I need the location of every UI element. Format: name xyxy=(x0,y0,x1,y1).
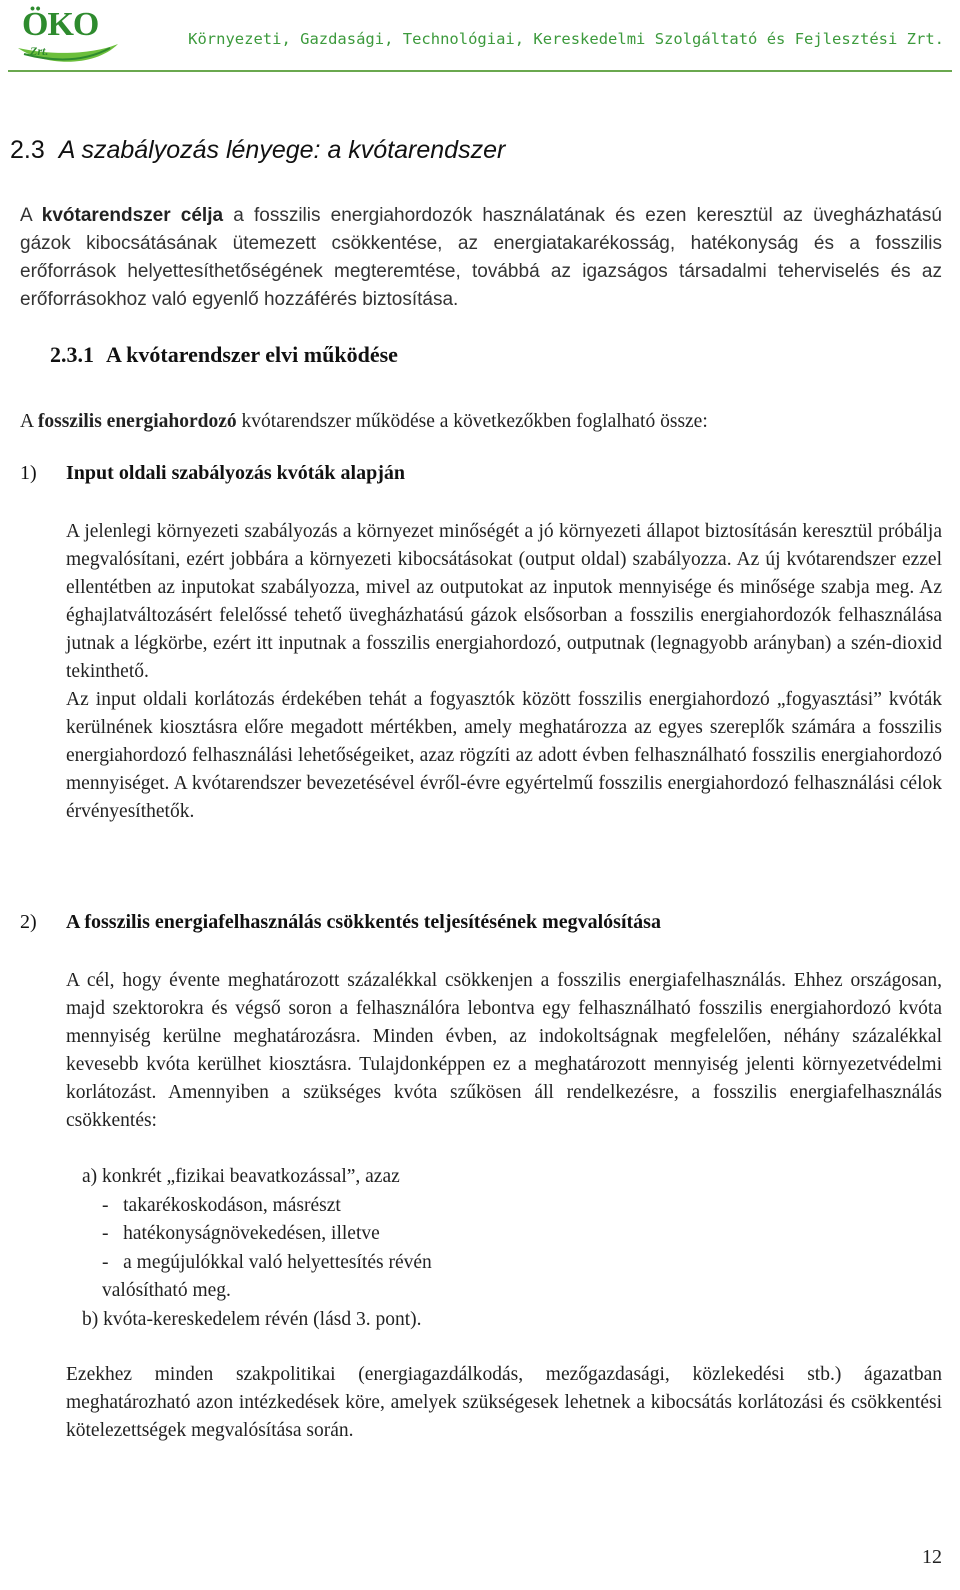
page-header xyxy=(0,0,960,74)
list-item-realized: valósítható meg. xyxy=(102,1280,231,1301)
header-divider xyxy=(8,70,952,72)
item-1-paragraph-1: A jelenlegi környezeti szabályozás a környezet minőségét a jó környezeti állapot biztosításán keresztül próbálja megvalósítani, ezért jobbára a környezeti kibocsátásokat (output oldal) szabályozza. Az új kvótarendszer ezzel ellentétben az inputokat szabályozza, mivel az outputokat az inputok mennyisége és minősége szabja meg. Az éghajlatváltozásért felelőssé tehető üvegházhatású gázok elsősorban a fosszilis energiahordozók felhasználása jutnak a légkörbe, ezért itt inputnak a fosszilis energiahordozó, outputnak (legnagyobb arányban) a szén-dioxid tekinthető. xyxy=(66,521,942,682)
item-2-list xyxy=(82,1163,942,1334)
section-heading xyxy=(10,136,505,165)
item-2-paragraph-2: Ezekhez minden szakpolitikai (energiagazdálkodás, mezőgazdasági, közlekedési stb.) ágazatban meghatározható azon intézkedések köre, amelyek szükségesek lehetnek a kibocsátás korlátozási és csökkentési kötelezettségek megvalósítása során. xyxy=(66,1364,942,1441)
subsection-heading xyxy=(50,342,398,368)
item-2-number: 2) xyxy=(20,911,37,933)
page-number: 12 xyxy=(922,1546,942,1568)
summary-rest: kvótarendszer működése a következőkben foglalható össze: xyxy=(236,411,708,432)
item-1-paragraph-2: Az input oldali korlátozás érdekében tehát a fogyasztók között fosszilis energiahordozó „fogyasztási” kvóták kerülnének kiosztásra előre megadott mértékben, amely meghatározza az egyes szereplők számára a fosszilis energiahordozó felhasználási lehetőségeiket, azaz rögzíti az adott évben felhasználható fosszilis energiahordozó mennyiséget. A kvótarendszer bevezetésével évről-évre egyértelmű fosszilis energiahordozó felhasználási célok érvényesíthetők. xyxy=(66,689,942,822)
subsection-number: 2.3.1 xyxy=(50,342,94,367)
item-2-body xyxy=(66,967,942,1135)
summary-lead: A xyxy=(20,411,38,432)
list-item-b: b) kvóta-kereskedelem révén (lásd 3. pont). xyxy=(82,1308,422,1330)
list-item-dash-2: - hatékonyságnövekedésen, illetve xyxy=(102,1223,380,1244)
item-2-title: A fosszilis energiafelhasználás csökkentés teljesítésének megvalósítása xyxy=(66,911,661,933)
list-item-dash-1: - takarékoskodáson, másrészt xyxy=(102,1194,341,1216)
logo-subtext: Zrt. xyxy=(30,44,49,58)
intro-paragraph xyxy=(20,202,942,314)
list-item-dash-3: - a megújulókkal való helyettesítés révén xyxy=(102,1251,432,1273)
item-2-heading xyxy=(20,911,661,934)
section-number: 2.3 xyxy=(10,136,45,164)
company-name: Környezeti, Gazdasági, Technológiai, Kereskedelmi Szolgáltató és Fejlesztési Zrt. xyxy=(188,30,944,48)
intro-lead: A xyxy=(20,205,42,226)
item-1-number: 1) xyxy=(20,462,37,484)
logo-text: ÖKO xyxy=(22,6,99,43)
summary-bold: fosszilis energiahordozó xyxy=(37,411,237,432)
intro-rest: a fosszilis energiahordozók használatának és ezen keresztül az üvegházhatású gázok kibocsátásának ütemezett csökkentése, az energiatakarékosság, hatékonyság és a fosszilis erőforrások helyettesíthetőségének megteremtése, továbbá az igazságos társadalmi teherviselés és az erőforrásokhoz való egyenlő hozzáférés biztosítása. xyxy=(20,205,942,310)
summary-paragraph xyxy=(20,408,942,436)
section-title: A szabályozás lényege: a kvótarendszer xyxy=(58,136,506,164)
item-2-body-closing xyxy=(66,1361,942,1445)
item-1-body xyxy=(66,518,942,826)
oko-logo xyxy=(14,4,124,68)
item-1-title: Input oldali szabályozás kvóták alapján xyxy=(66,462,405,484)
subsection-title: A kvótarendszer elvi működése xyxy=(106,342,398,367)
item-2-paragraph-1: A cél, hogy évente meghatározott százalékkal csökkenjen a fosszilis energiafelhasználás. Ehhez országosan, majd szektorokra és végső soron a felhasználóra lebontva egy felhasználható fosszilis energiahordozó kvóta mennyiség kerülne meghatározásra. Minden évben, az indokoltságnak megfelelően, néhány százalékkal kevesebb kvóta kerülhet kiosztásra. Tulajdonképpen ez a meghatározott mennyiség jelenti környezetvédelmi korlátozást. Amennyiben a szükséges kvóta szűkösen áll rendelkezésre, a fosszilis energiafelhasználás csökkentés: xyxy=(66,970,942,1131)
item-1-heading xyxy=(20,462,405,485)
list-item-a: a) konkrét „fizikai beavatkozással”, azaz xyxy=(82,1166,400,1187)
intro-bold: kvótarendszer célja xyxy=(41,205,224,226)
